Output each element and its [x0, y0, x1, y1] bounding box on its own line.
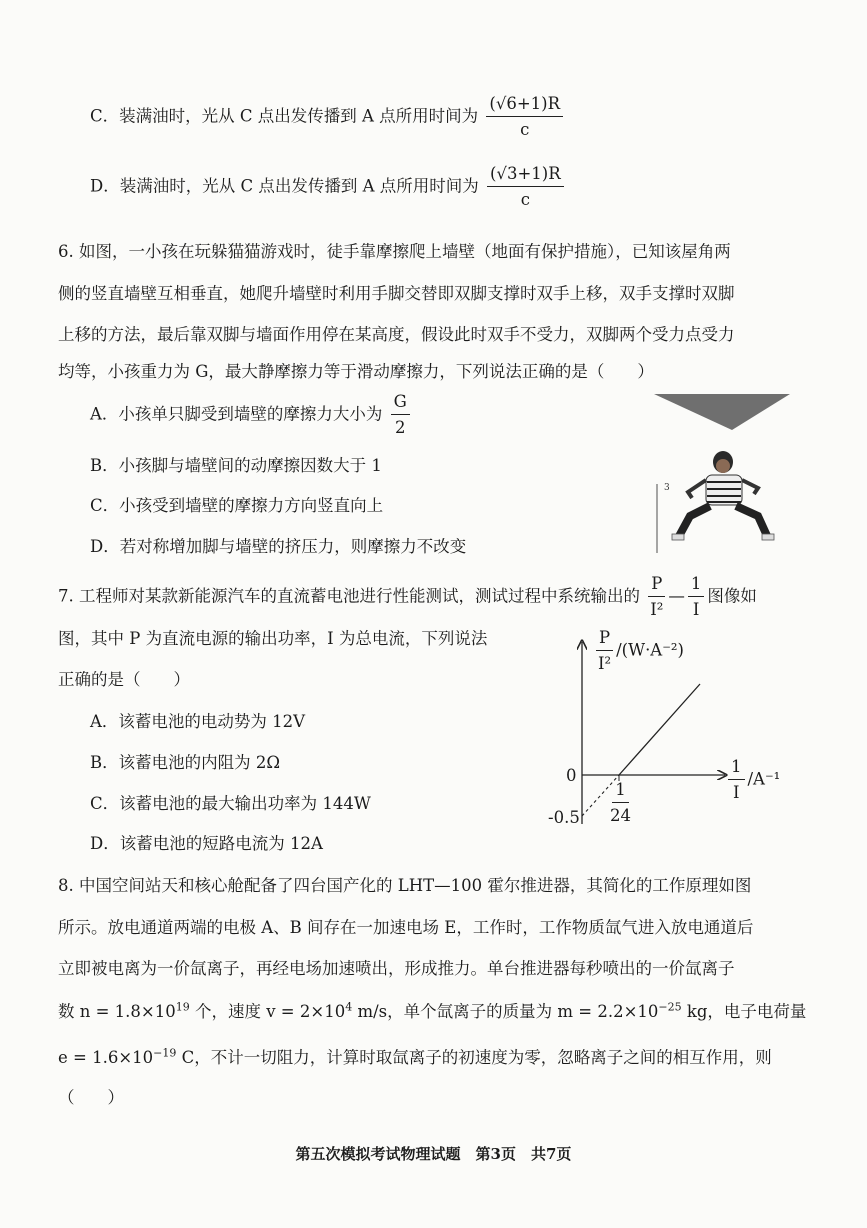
q8-m-exponent: −25	[658, 1000, 682, 1014]
q7-fraction-1-over-i	[688, 574, 705, 620]
q5-option-c-fraction	[486, 94, 563, 140]
q6-stem-line-3: 上移的方法，最后靠双脚与墙面作用停在某高度，假设此时双手不受力，双脚两个受力点受力	[58, 325, 735, 344]
q8-m-value: m/s，单个氙离子的质量为 m = 2.2×10	[352, 1002, 659, 1021]
graph-x-num: 1	[728, 757, 745, 780]
q5-option-c-denominator: c	[520, 119, 530, 139]
ceiling-corner-shape	[654, 394, 790, 430]
q5-option-d-denominator: c	[520, 189, 530, 209]
graph-x-intercept-label	[607, 780, 634, 826]
graph-y-label	[593, 628, 684, 674]
q5-option-c-text: C．装满油时，光从 C 点出发传播到 A 点所用时间为	[90, 106, 479, 126]
q6-option-a-denominator: 2	[395, 417, 406, 437]
q5-option-c	[90, 94, 566, 140]
graph-y-intercept-label: -0.5	[548, 808, 580, 827]
q8-e-value: e = 1.6×10	[58, 1048, 154, 1067]
graph-y-fraction	[596, 628, 613, 674]
graph-x-intercept-num: 1	[612, 780, 629, 803]
q5-option-d-fraction	[487, 164, 564, 210]
graph-x-den: I	[732, 782, 740, 802]
q7-stem-line-1-end: 图像如	[707, 586, 757, 606]
q6-option-c: C．小孩受到墙壁的摩擦力方向竖直向上	[90, 496, 384, 515]
q8-e-exponent: −19	[153, 1046, 177, 1060]
q7-stem-line-1-text: 7. 工程师对某款新能源汽车的直流蓄电池进行性能测试，测试过程中系统输出的	[58, 586, 640, 606]
q8-n-exponent: 19	[175, 1000, 190, 1014]
child-face	[716, 459, 730, 473]
child-climbing-photo	[648, 388, 798, 558]
q6-option-a	[90, 392, 413, 438]
q7-option-d: D．该蓄电池的短路电流为 12A	[90, 834, 323, 853]
q8-stem-line-1: 8. 中国空间站天和核心舱配备了四台国产化的 LHT—100 霍尔推进器，其简化的工作原理如图	[58, 876, 752, 895]
graph-x-unit: /A⁻¹	[747, 769, 781, 789]
q6-option-d: D．若对称增加脚与墙壁的挤压力，则摩擦力不改变	[90, 537, 467, 556]
q8-stem-line-5	[58, 1044, 772, 1068]
q7-fraction-1: 1	[688, 574, 705, 597]
q7-option-a: A．该蓄电池的电动势为 12V	[90, 712, 306, 731]
q6-stem-line-1: 6. 如图，一小孩在玩躲猫猫游戏时，徒手靠摩擦爬上墙壁（地面有保护措施），已知该屋角两	[58, 242, 731, 261]
q6-stem-line-4: 均等，小孩重力为 G，最大静摩擦力等于滑动摩擦力，下列说法正确的是（ ）	[58, 362, 654, 381]
q8-stem-line-3: 立即被电离为一价氙离子，再经电场加速喷出，形成推力。单台推进器每秒喷出的一价氙离子	[58, 959, 735, 978]
q8-line4-end: kg，电子电荷量	[681, 1002, 807, 1021]
graph-line	[619, 684, 700, 775]
q7-stem-line-3: 正确的是（ ）	[58, 670, 190, 689]
photo-label: 3	[664, 483, 670, 493]
q8-line5-end: C，不计一切阻力，计算时取氙离子的初速度为零，忽略离子之间的相互作用，则	[176, 1048, 772, 1067]
graph-x-intercept-fraction	[610, 780, 631, 826]
graph-x-label	[725, 757, 780, 803]
graph-y-den: I²	[597, 653, 612, 673]
right-leg	[736, 506, 768, 538]
q7-option-b: B．该蓄电池的内阻为 2Ω	[90, 753, 281, 772]
q7-fraction-p: P	[648, 574, 665, 597]
q6-option-a-text: A．小孩单只脚受到墙壁的摩擦力大小为	[90, 404, 383, 424]
q5-option-d-text: D．装满油时，光从 C 点出发传播到 A 点所用时间为	[90, 176, 479, 196]
graph-y-unit: /(W·A⁻²)	[616, 640, 684, 660]
graph-x-intercept-den: 24	[610, 805, 631, 825]
graph-y-num: P	[596, 628, 613, 651]
q8-stem-line-2: 所示。放电通道两端的电极 A、B 间存在一加速电场 E，工作时，工作物质氙气进入放电通道后	[58, 918, 754, 937]
graph-x-fraction	[728, 757, 745, 803]
q8-v-value: 个，速度 v = 2×10	[189, 1002, 346, 1021]
q7-stem-line-2: 图，其中 P 为直流电源的输出功率，I 为总电流，下列说法	[58, 629, 488, 648]
q7-fraction-p-over-i2	[648, 574, 665, 620]
right-shoe	[762, 534, 774, 540]
page-footer: 第五次模拟考试物理试题 第3页 共7页	[295, 1145, 572, 1163]
graph-origin-label: 0	[566, 766, 577, 785]
right-arm	[742, 480, 758, 494]
q5-option-c-numerator: (√6+1)R	[486, 94, 563, 117]
q6-option-b: B．小孩脚与墙壁间的动摩擦因数大于 1	[90, 456, 382, 475]
q8-v-exponent: 4	[345, 1000, 353, 1014]
q7-fraction-i2: I²	[650, 599, 664, 619]
q8-stem-line-4	[58, 998, 806, 1022]
left-leg	[678, 506, 710, 538]
q6-option-a-numerator: G	[391, 392, 410, 415]
q7-dash: —	[668, 586, 685, 606]
q8-n-value: 数 n = 1.8×10	[58, 1002, 176, 1021]
q6-stem-line-2: 侧的竖直墙壁互相垂直，她爬升墙壁时利用手脚交替即双脚支撑时双手上移，双手支撑时双脚	[58, 284, 735, 303]
q7-fraction-i: I	[692, 599, 700, 619]
left-shoe	[672, 534, 684, 540]
q7-option-c: C．该蓄电池的最大输出功率为 144W	[90, 794, 371, 813]
q5-option-d	[90, 164, 567, 210]
left-arm	[688, 480, 706, 498]
q8-answer-brackets: （ ）	[58, 1088, 124, 1107]
q6-option-a-fraction	[391, 392, 410, 438]
q7-stem-line-1	[58, 574, 757, 620]
q5-option-d-numerator: (√3+1)R	[487, 164, 564, 187]
